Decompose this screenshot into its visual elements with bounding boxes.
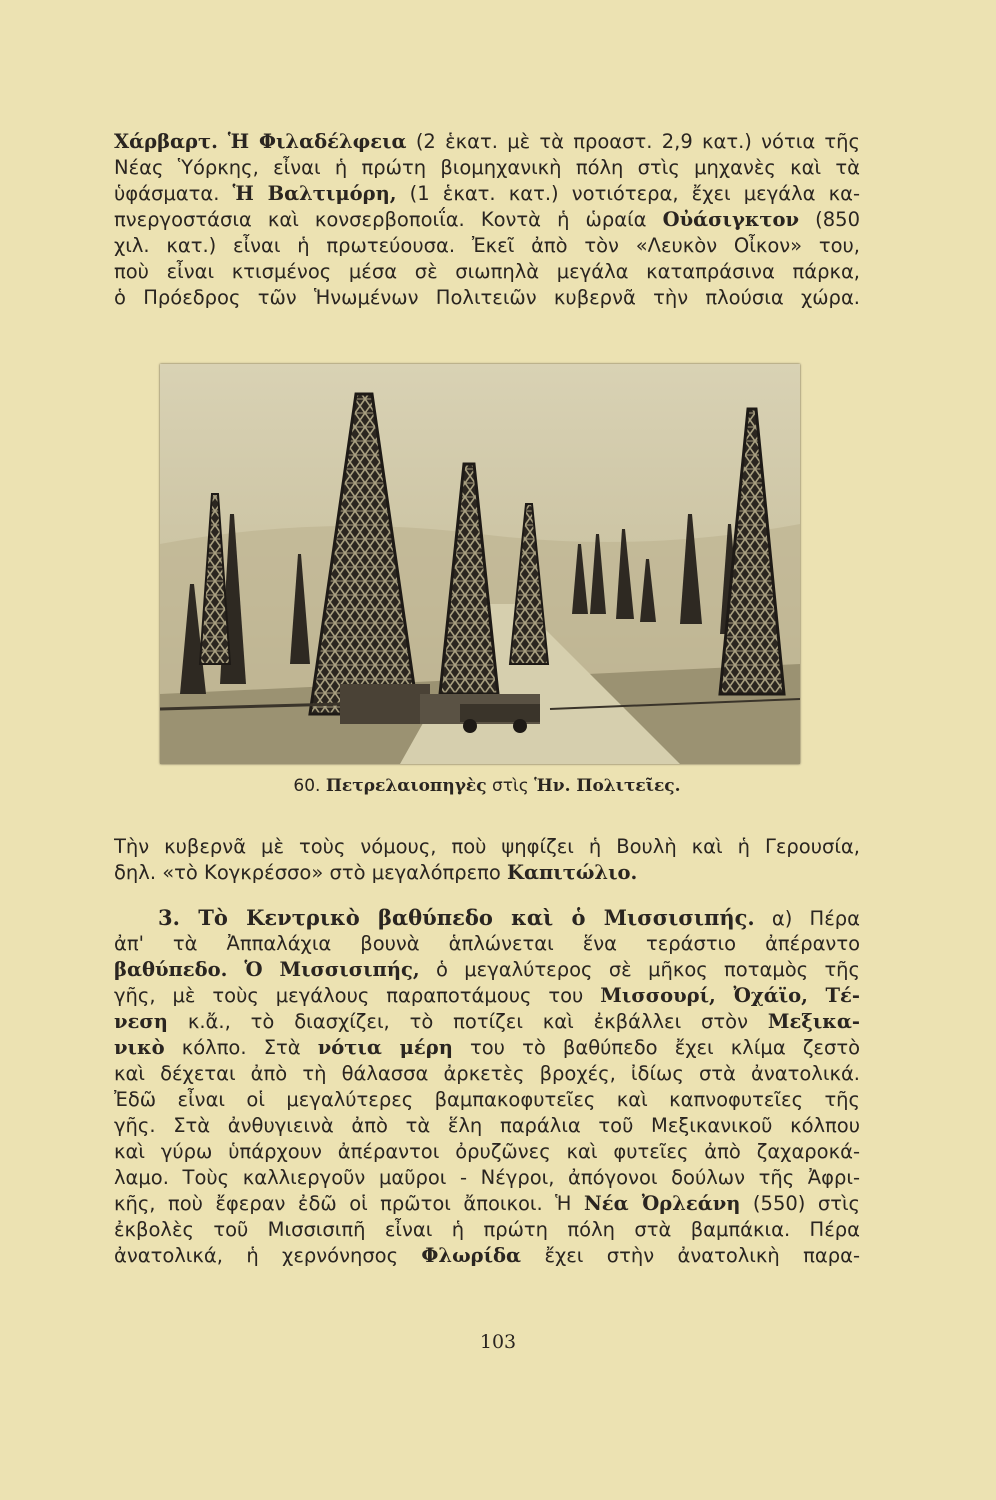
text-line: ἐκβολὲς τοῦ Μισσισιπῆ εἶναι ἡ πρώτη πόλη στὰ βαμπάκια. Πέρα [114,1218,860,1241]
text-line: καὶ δέχεται ἀπὸ τὴ θάλασσα ἀρκετὲς βροχές, ἰδίως στὰ ἀνατολικά. [114,1062,860,1085]
text-line: ὑφάσματα. Ἡ Βαλτιμόρη, (1 ἑκατ. κατ.) νοτιότερα, ἔχει μεγάλα κα- [114,182,860,205]
text-line: Τὴν κυβερνᾶ μὲ τοὺς νόμους, ποὺ ψηφίζει ἡ Βουλὴ καὶ ἡ Γερουσία, [114,835,860,858]
paragraph-government [114,834,860,886]
text-line: νεση κ.ἄ., τὸ διασχίζει, τὸ ποτίζει καὶ ἐκβάλλει στὸν Μεξικα- [114,1010,860,1033]
text-line: νικὸ κόλπο. Στὰ νότια μέρη του τὸ βαθύπεδο ἔχει κλίμα ζεστὸ [114,1036,860,1059]
paragraph-cities [114,129,860,311]
text-line: χιλ. κατ.) εἶναι ἡ πρωτεύουσα. Ἐκεῖ ἀπὸ τὸν «Λευκὸν Οἶκον» του, [114,234,860,257]
text-line: δηλ. «τὸ Κογκρέσσο» στὸ μεγαλόπρεπο Καπιτώλιο. [114,861,638,884]
text-line: λαμο. Τοὺς καλλιεργοῦν μαῦροι - Νέγροι, ἀπόγονοι δούλων τῆς Ἀφρι- [114,1166,860,1189]
text-line: Νέας Ὑόρκης, εἶναι ἡ πρώτη βιομηχανικὴ πόλη στὶς μηχανὲς καὶ τὰ [114,156,860,179]
text-line: καὶ γύρω ὑπάρχουν ἀπέραντοι ὀρυζῶνες καὶ φυτεῖες ἀπὸ ζαχαροκά- [114,1140,860,1163]
text-line: γῆς. Στὰ ἀνθυγιεινὰ ἀπὸ τὰ ἕλη παράλια τοῦ Μεξικανικοῦ κόλπου [114,1114,860,1137]
text-line: κῆς, ποὺ ἔφεραν ἐδῶ οἱ πρῶτοι ἄποικοι. Ἡ Νέα Ὀρλεάνη (550) στὶς [114,1192,860,1215]
page-number: 103 [479,1331,517,1353]
text-line: Χάρβαρτ. Ἡ Φιλαδέλφεια (2 ἑκατ. μὲ τὰ προαστ. 2,9 κατ.) νότια τῆς [114,130,860,153]
text-line: βαθύπεδο. Ὁ Μισσισιπής, ὁ μεγαλύτερος σὲ μῆκος ποταμὸς τῆς [114,958,860,981]
text-line: γῆς, μὲ τοὺς μεγάλους παραποτάμους του Μισσουρί, Ὀχάϊο, Τέ- [114,984,860,1007]
section-central-plain [114,905,860,1269]
text-line: ἀπ' τὰ Ἀππαλάχια βουνὰ ἁπλώνεται ἕνα τεράστιο ἀπέραντο [114,932,860,955]
section-heading-line: 3. Τὸ Κεντρικὸ βαθύπεδο καὶ ὁ Μισσισιπής. α) Πέρα [158,905,860,930]
text-line: πνεργοστάσια καὶ κονσερβοποιΐα. Κοντὰ ἡ ὡραία Οὐάσιγκτον (850 [114,208,860,231]
text-line: ἀνατολικά, ἡ χερνόνησος Φλωρίδα ἔχει στὴν ἀνατολικὴ παρα- [114,1244,860,1267]
text-line: Ἐδῶ εἶναι οἱ μεγαλύτερες βαμπακοφυτεῖες καὶ καπνοφυτεῖες τῆς [114,1088,860,1111]
text-line: ὁ Πρόεδρος τῶν Ἡνωμένων Πολιτειῶν κυβερνᾶ τὴν πλούσια χώρα. [114,286,860,309]
figure-caption: 60. Πετρελαιοπηγὲς στὶς Ἡν. Πολιτεῖες. [293,776,681,796]
oil-derricks-photo [160,364,800,764]
text-line: ποὺ εἶναι κτισμένος μέσα σὲ σιωπηλὰ μεγάλα καταπράσινα πάρκα, [114,260,860,283]
